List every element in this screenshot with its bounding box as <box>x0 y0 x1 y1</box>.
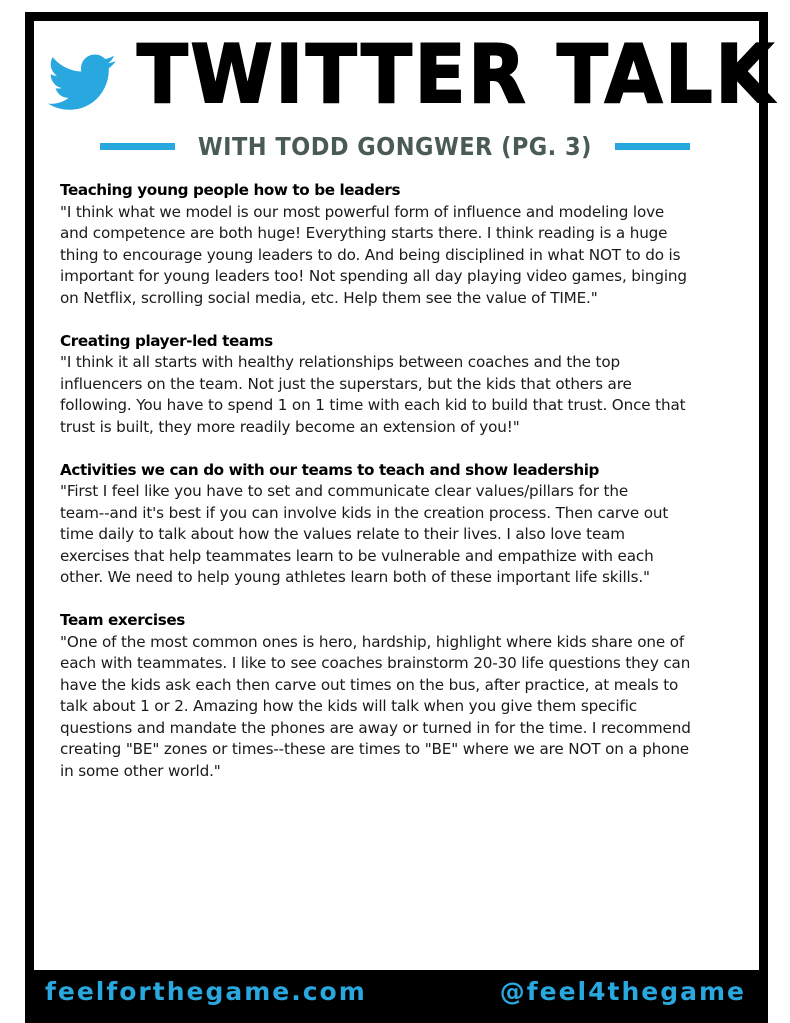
section-text-line: have the kids ask each then carve out times on the bus, after practice, at meals to <box>60 675 679 694</box>
section-text-line: "One of the most common ones is hero, hardship, highlight where kids share one of <box>60 632 685 651</box>
section-text-line: "First I feel like you have to set and communicate clear values/pillars for the <box>60 482 629 500</box>
section-text-line: in some other world." <box>60 761 221 780</box>
section-text-line: exercises that help teammates learn to be vulnerable and empathize with each <box>60 546 654 565</box>
section-heading: Teaching young people how to be leaders <box>60 181 401 199</box>
section-heading: Creating player-led teams <box>60 331 273 350</box>
section-text-line: and competence are both huge! Everything starts there. I think reading is a huge <box>60 224 668 242</box>
section-text-line: trust is built, they more readily become an extension of you!" <box>60 417 520 436</box>
section-text-line: "I think it all starts with healthy relationships between coaches and the top <box>60 353 620 371</box>
article-body <box>60 180 750 804</box>
page-title: TWITTER TALK <box>137 28 776 121</box>
section-text-line: time daily to talk about how the values relate to their lives. I also love team <box>60 525 625 543</box>
section-text-line: team--and it's best if you can involve kids in the creation process. Then carve out <box>60 503 669 522</box>
section-team-exercises <box>60 610 750 782</box>
section-text-line: other. We need to help young athletes learn both of these important life skills." <box>60 568 650 586</box>
section-text-line: following. You have to spend 1 on 1 time with each kid to build that trust. Once that <box>60 396 686 414</box>
section-text-line: questions and mandate the phones are away or turned in for the time. I recommend <box>60 718 691 737</box>
section-text-line: "I think what we model is our most powerful form of influence and modeling love <box>60 202 665 221</box>
section-heading: Activities we can do with our teams to teach and show leadership <box>60 460 600 479</box>
subtitle-bar-right <box>615 143 690 150</box>
section-player-led-teams <box>60 331 750 439</box>
section-text-line: thing to encourage young leaders to do. And being disciplined in what NOT to do is <box>60 245 681 264</box>
section-text-line: each with teammates. I like to see coaches brainstorm 20-30 life questions they can <box>60 654 691 672</box>
subtitle-row <box>100 128 690 164</box>
section-text-line: on Netflix, scrolling social media, etc. Help them see the value of TIME." <box>60 288 598 307</box>
section-text-line: important for young leaders too! Not spending all day playing video games, binging <box>60 267 687 285</box>
footer-bar <box>25 970 768 1023</box>
section-activities <box>60 460 750 589</box>
section-leaders <box>60 180 750 309</box>
subtitle-bar-left <box>100 143 175 150</box>
website-link[interactable]: feelforthegame.com <box>45 977 367 1006</box>
twitter-bird-icon <box>46 48 120 116</box>
page-subtitle: WITH TODD GONGWER (PG. 3) <box>198 131 592 161</box>
section-text-line: creating "BE" zones or times--these are times to "BE" where we are NOT on a phone <box>60 740 689 758</box>
section-text-line: influencers on the team. Not just the superstars, but the kids that others are <box>60 374 632 393</box>
twitter-handle-link[interactable]: @feel4thegame <box>499 977 746 1006</box>
section-text-line: talk about 1 or 2. Amazing how the kids will talk when you give them specific <box>60 697 638 715</box>
section-heading: Team exercises <box>60 611 185 629</box>
